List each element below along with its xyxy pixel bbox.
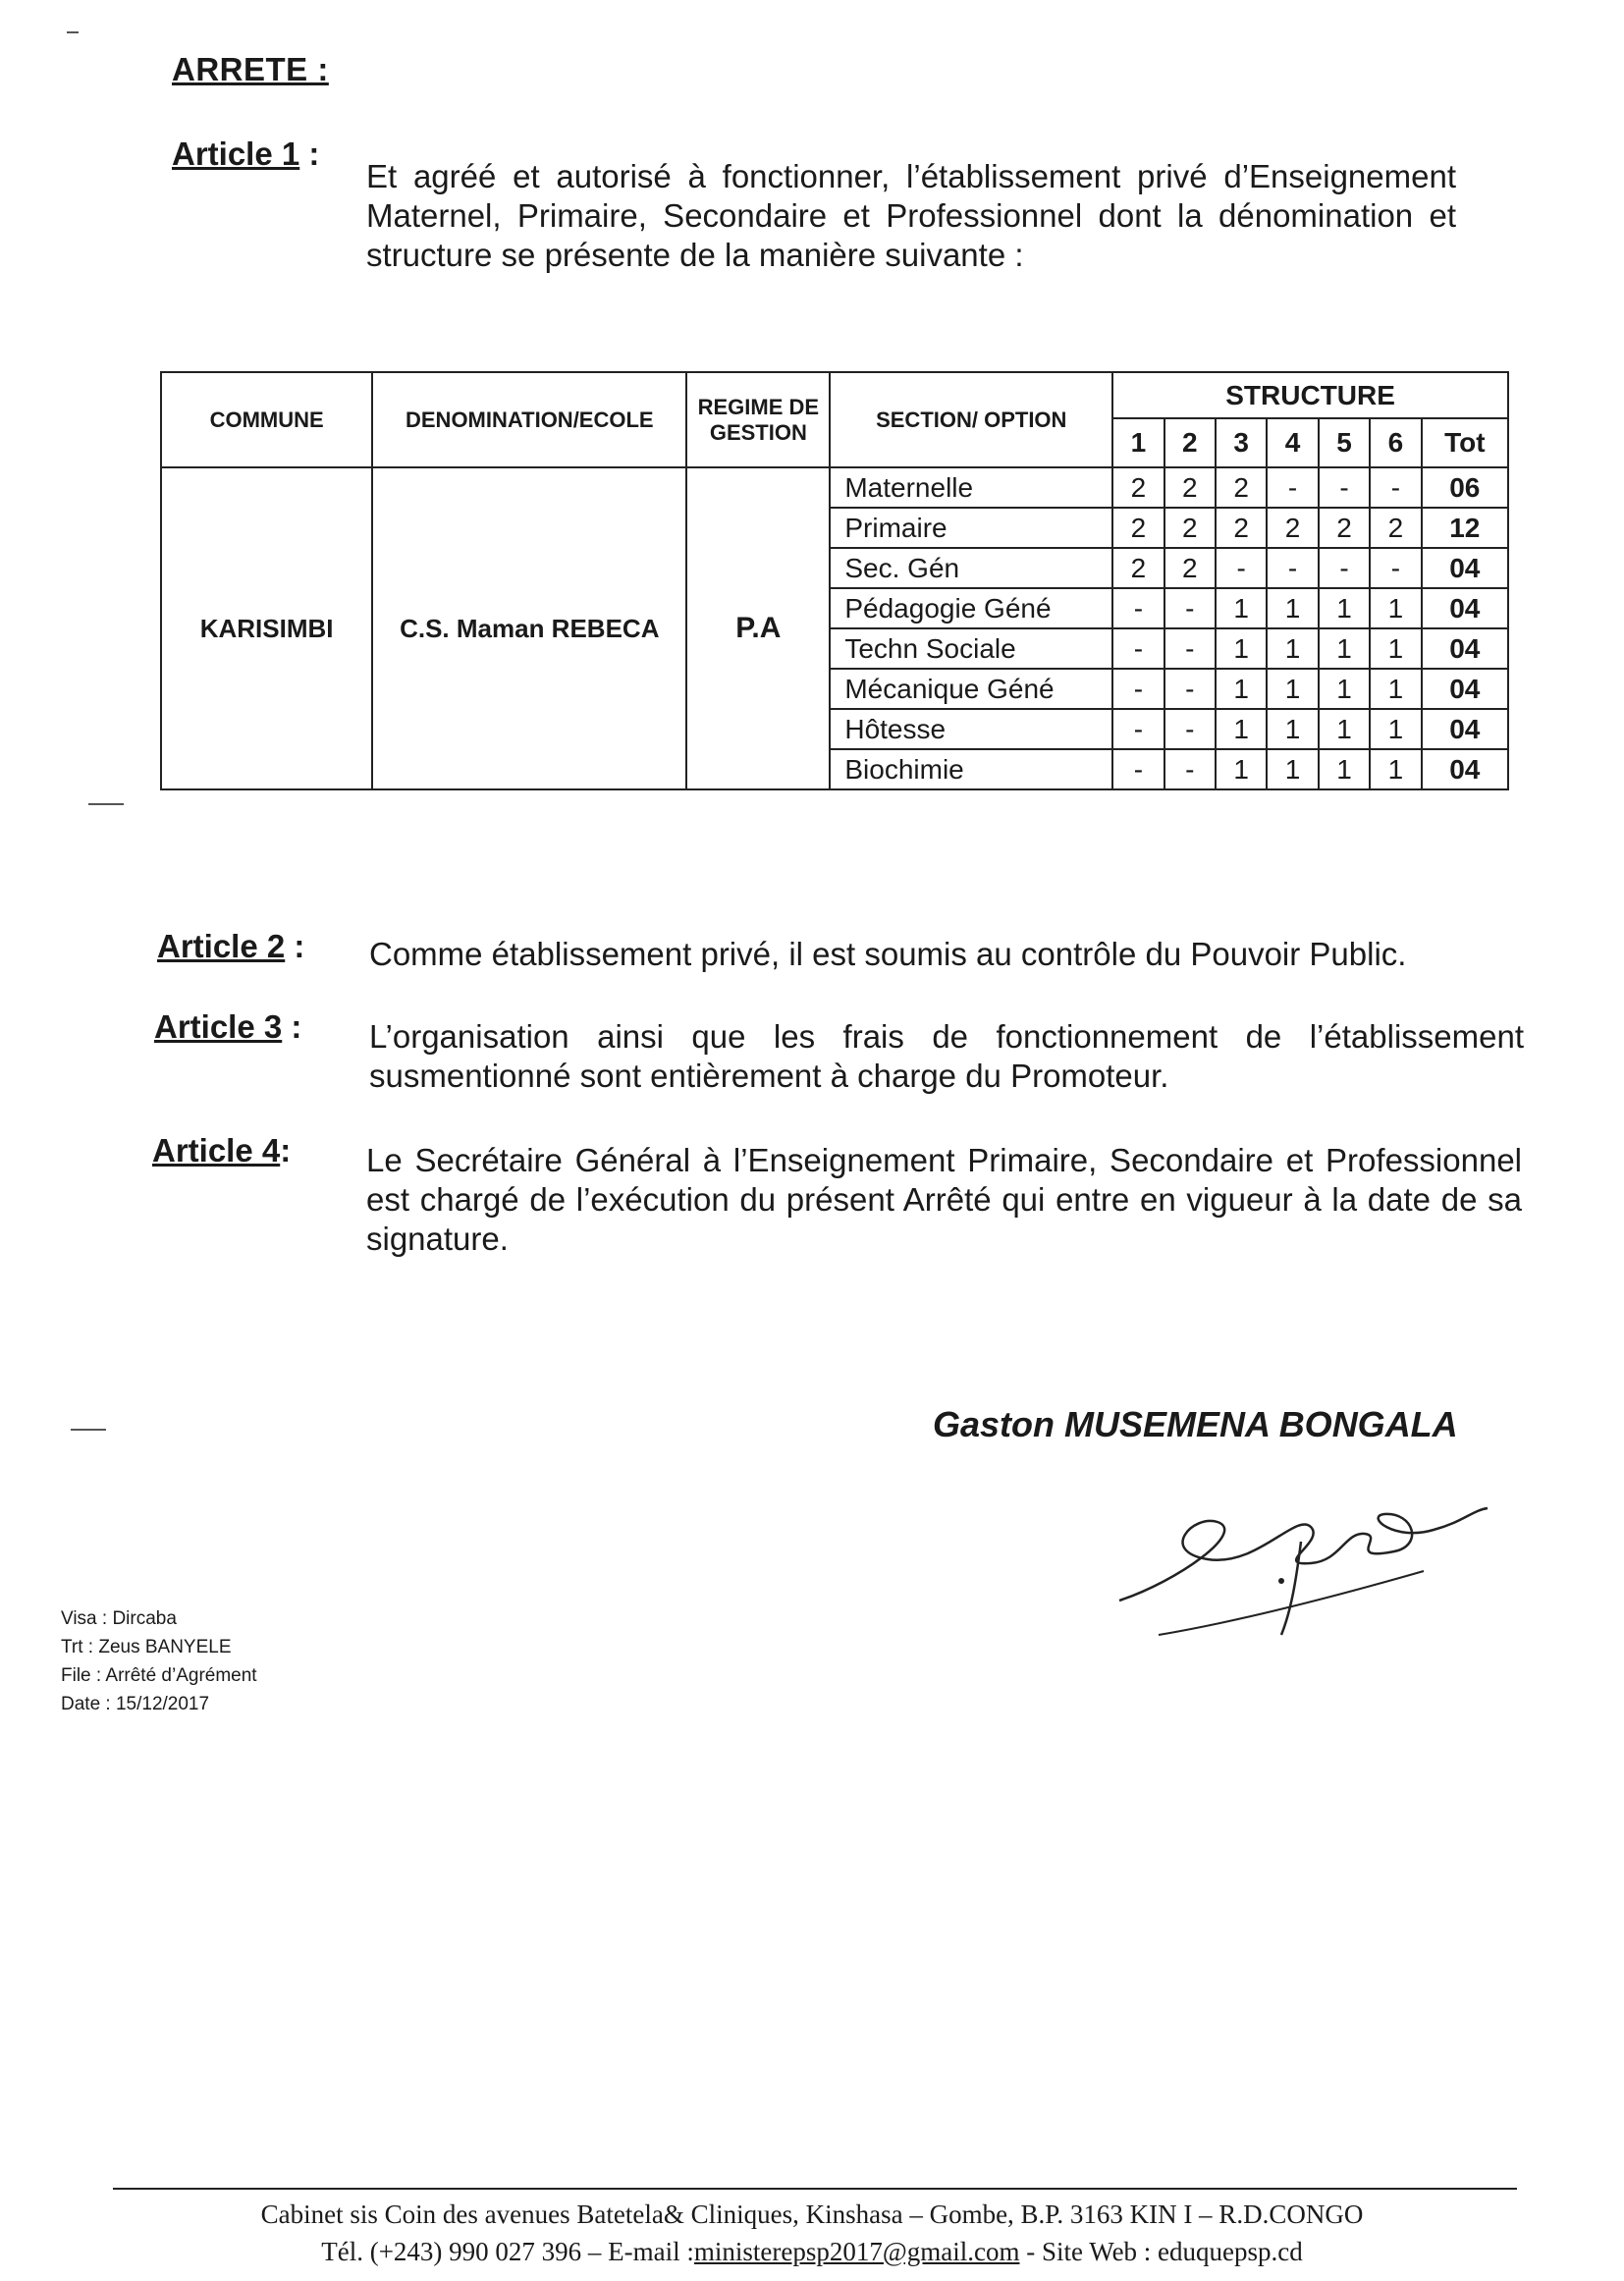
value-cell: - <box>1112 749 1164 789</box>
value-cell: - <box>1370 548 1421 588</box>
section-cell: Pédagogie Géné <box>830 588 1112 628</box>
value-cell: 1 <box>1319 709 1370 749</box>
denomination-cell: C.S. Maman REBECA <box>372 467 686 789</box>
value-cell: 1 <box>1267 588 1318 628</box>
value-cell: 1 <box>1267 628 1318 669</box>
value-cell: 1 <box>1370 669 1421 709</box>
header-col-2: 2 <box>1164 418 1216 467</box>
article-2-label: Article 2 : <box>157 928 305 964</box>
header-col-1: 1 <box>1112 418 1164 467</box>
signature-icon <box>1100 1473 1512 1650</box>
value-cell: - <box>1164 588 1216 628</box>
page-heading: ARRETE : <box>172 51 329 87</box>
value-cell: 1 <box>1319 628 1370 669</box>
table-row <box>161 467 1508 508</box>
value-cell: 2 <box>1112 467 1164 508</box>
footer-contact: Tél. (+243) 990 027 396 – E-mail :ministerepsp2017@gmail.com - Site Web : eduquepsp.cd <box>321 2237 1303 2266</box>
header-col-tot: Tot <box>1422 418 1508 467</box>
total-cell: 04 <box>1422 749 1508 789</box>
value-cell: 1 <box>1370 749 1421 789</box>
total-cell: 04 <box>1422 628 1508 669</box>
value-cell: - <box>1267 548 1318 588</box>
total-cell: 04 <box>1422 669 1508 709</box>
article-1-label: Article 1 : <box>172 136 320 172</box>
value-cell: - <box>1216 548 1267 588</box>
footer-address: Cabinet sis Coin des avenues Batetela& Cliniques, Kinshasa – Gombe, B.P. 3163 KIN I – R.D.CONGO <box>260 2200 1364 2229</box>
article-2-text: Comme établissement privé, il est soumis au contrôle du Pouvoir Public. <box>369 936 1407 972</box>
section-cell: Techn Sociale <box>830 628 1112 669</box>
value-cell: 1 <box>1370 628 1421 669</box>
value-cell: 1 <box>1319 588 1370 628</box>
value-cell: - <box>1164 709 1216 749</box>
total-cell: 04 <box>1422 709 1508 749</box>
value-cell: 2 <box>1164 467 1216 508</box>
value-cell: - <box>1112 628 1164 669</box>
section-cell: Biochimie <box>830 749 1112 789</box>
scan-mark <box>71 1429 106 1431</box>
file-line: File : Arrêté d’Agrément <box>61 1665 257 1686</box>
header-col-3: 3 <box>1216 418 1267 467</box>
structure-table <box>160 371 1509 790</box>
value-cell: 1 <box>1319 669 1370 709</box>
value-cell: - <box>1112 709 1164 749</box>
value-cell: 2 <box>1112 508 1164 548</box>
value-cell: 1 <box>1319 749 1370 789</box>
value-cell: 2 <box>1112 548 1164 588</box>
header-structure: STRUCTURE <box>1112 372 1508 418</box>
value-cell: 2 <box>1164 548 1216 588</box>
value-cell: - <box>1370 467 1421 508</box>
section-cell: Maternelle <box>830 467 1112 508</box>
article-4-text: Le Secrétaire Général à l’Enseignement Primaire, Secondaire et Professionnel est chargé de l’exécution du présent Arrêté qui entre en vigueur à la date de sa signature. <box>366 1142 1522 1257</box>
scan-mark <box>67 31 79 33</box>
article-4-label: Article 4: <box>152 1132 292 1168</box>
total-cell: 12 <box>1422 508 1508 548</box>
value-cell: 2 <box>1370 508 1421 548</box>
value-cell: - <box>1164 669 1216 709</box>
value-cell: 1 <box>1267 669 1318 709</box>
value-cell: - <box>1112 588 1164 628</box>
commune-cell: KARISIMBI <box>161 467 372 789</box>
total-cell: 04 <box>1422 548 1508 588</box>
value-cell: 1 <box>1216 628 1267 669</box>
article-3-text: L’organisation ainsi que les frais de fonctionnement de l’établissement susmentionné sont entièrement à charge du Promoteur. <box>369 1018 1524 1094</box>
value-cell: - <box>1164 749 1216 789</box>
section-cell: Mécanique Géné <box>830 669 1112 709</box>
value-cell: 2 <box>1216 467 1267 508</box>
total-cell: 04 <box>1422 588 1508 628</box>
article-3-label: Article 3 : <box>154 1008 302 1045</box>
visa-line: Visa : Dircaba <box>61 1608 177 1629</box>
value-cell: 1 <box>1216 749 1267 789</box>
header-col-5: 5 <box>1319 418 1370 467</box>
date-line: Date : 15/12/2017 <box>61 1694 210 1714</box>
total-cell: 06 <box>1422 467 1508 508</box>
value-cell: - <box>1112 669 1164 709</box>
value-cell: 1 <box>1267 709 1318 749</box>
value-cell: 2 <box>1319 508 1370 548</box>
section-cell: Sec. Gén <box>830 548 1112 588</box>
header-col-6: 6 <box>1370 418 1421 467</box>
article-1-text: Et agréé et autorisé à fonctionner, l’établissement privé d’Enseignement Maternel, Primaire, Secondaire et Professionnel dont la dénomination et structure se présente de la manière suivante : <box>366 158 1456 273</box>
value-cell: 2 <box>1164 508 1216 548</box>
value-cell: - <box>1267 467 1318 508</box>
footer-email-link[interactable]: ministerepsp2017@gmail.com <box>693 2237 1020 2266</box>
regime-cell: P.A <box>686 467 830 789</box>
value-cell: 1 <box>1370 709 1421 749</box>
value-cell: - <box>1164 628 1216 669</box>
value-cell: - <box>1319 467 1370 508</box>
header-section: SECTION/ OPTION <box>830 372 1112 467</box>
scan-mark <box>88 803 124 805</box>
treatment-line: Trt : Zeus BANYELE <box>61 1637 232 1657</box>
header-commune: COMMUNE <box>161 372 372 467</box>
signatory-name: Gaston MUSEMENA BONGALA <box>933 1404 1458 1444</box>
value-cell: 2 <box>1267 508 1318 548</box>
header-denomination: DENOMINATION/ECOLE <box>372 372 686 467</box>
value-cell: 1 <box>1370 588 1421 628</box>
value-cell: 1 <box>1216 669 1267 709</box>
value-cell: 2 <box>1216 508 1267 548</box>
value-cell: - <box>1319 548 1370 588</box>
section-cell: Primaire <box>830 508 1112 548</box>
value-cell: 1 <box>1216 588 1267 628</box>
section-cell: Hôtesse <box>830 709 1112 749</box>
header-col-4: 4 <box>1267 418 1318 467</box>
header-regime: REGIME DE GESTION <box>686 372 830 467</box>
value-cell: 1 <box>1267 749 1318 789</box>
footer-divider <box>113 2188 1517 2190</box>
value-cell: 1 <box>1216 709 1267 749</box>
